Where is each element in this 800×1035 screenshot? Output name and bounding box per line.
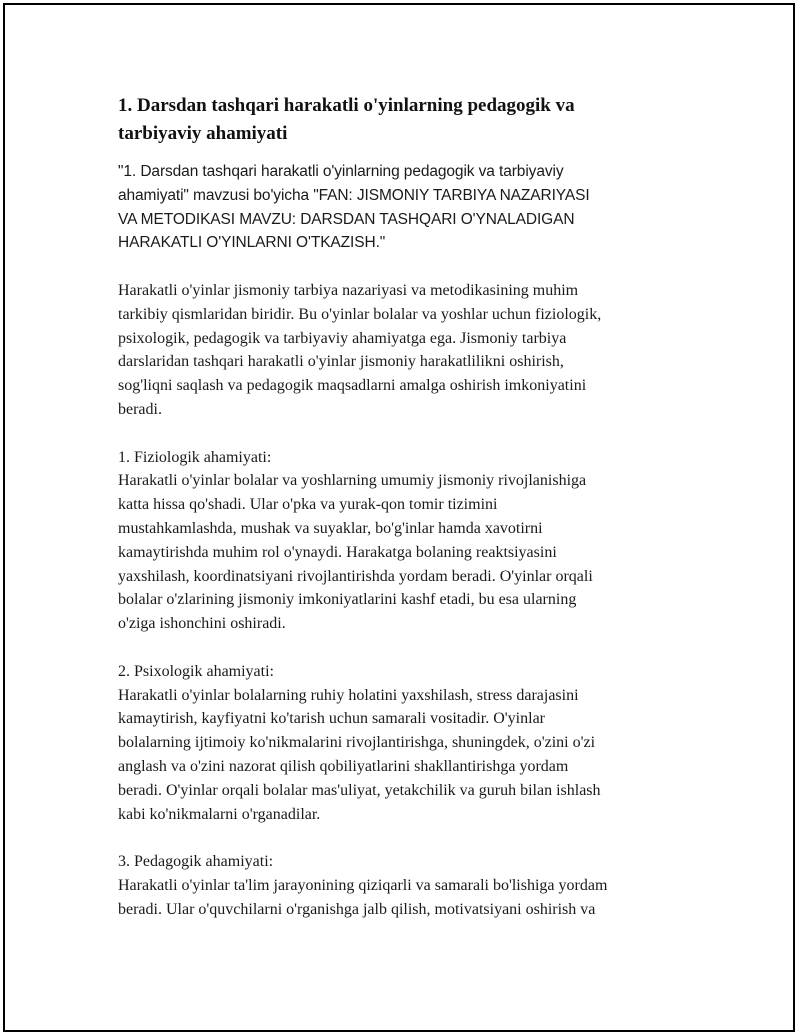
text-line: Harakatli o'yinlar ta'lim jarayonining qiziqarli va samarali bo'lishiga yordam [118, 876, 608, 894]
text-line: bolalar o'zlarining jismoniy imkoniyatlarini kashf etadi, bu esa ularning [118, 591, 577, 609]
text-line: Harakatli o'yinlar jismoniy tarbiya nazariyasi va metodikasining muhim [118, 281, 579, 299]
intro-paragraph [118, 160, 693, 255]
section-heading: 1. Fiziologik ahamiyati: [118, 448, 272, 466]
text-line: sog'liqni saqlash va pedagogik maqsadlarni amalga oshirish imkoniyatini [118, 377, 587, 395]
physiological-section [118, 446, 693, 636]
text-line: beradi. O'yinlar orqali bolalar mas'uliyat, yetakchilik va guruh bilan ishlash [118, 781, 601, 799]
text-line: HARAKATLI O'YINLARNI O'TKAZISH." [118, 234, 386, 252]
title-line: tarbiyaviy ahamiyati [118, 123, 288, 144]
text-line: Harakatli o'yinlar bolalar va yoshlarning umumiy jismoniy rivojlanishiga [118, 472, 587, 490]
text-line: yaxshilash, koordinatsiyani rivojlantirishda yordam beradi. O'yinlar orqali [118, 567, 593, 585]
text-line: kamaytirishda muhim rol o'ynaydi. Harakatga bolaning reaktsiyasini [118, 543, 557, 561]
psychological-section [118, 660, 693, 827]
text-line: beradi. Ular o'quvchilarni o'rganishga jalb qilish, motivatsiyani oshirish va [118, 900, 596, 918]
text-line: VA METODIKASI MAVZU: DARSDAN TASHQARI O'YNALADIGAN [118, 210, 575, 228]
text-line: Harakatli o'yinlar bolalarning ruhiy holatini yaxshilash, stress darajasini [118, 686, 579, 704]
text-line: "1. Darsdan tashqari harakatli o'yinlarning pedagogik va tarbiyaviy [118, 163, 564, 180]
document-title [118, 92, 693, 148]
text-line: mustahkamlashda, mushak va suyaklar, bo'g'inlar hamda xavotirni [118, 519, 543, 537]
text-line: bolalarning ijtimoiy ko'nikmalarini rivojlantirishga, shuningdek, o'zini o'zi [118, 734, 596, 752]
pedagogical-section [118, 850, 693, 921]
text-line: psixologik, pedagogik va tarbiyaviy ahamiyatga ega. Jismoniy tarbiya [118, 329, 567, 347]
text-line: beradi. [118, 400, 162, 418]
section-heading: 2. Psixologik ahamiyati: [118, 662, 274, 680]
text-line: anglash va o'zini nazorat qilish qobiliyatlarini shakllantirishga yordam [118, 757, 569, 775]
text-line: tarkibiy qismlaridan biridir. Bu o'yinlar bolalar va yoshlar uchun fiziologik, [118, 305, 602, 323]
document-body [118, 92, 693, 945]
title-line: 1. Darsdan tashqari harakatli o'yinlarning pedagogik va [118, 95, 575, 116]
text-line: kamaytirish, kayfiyatni ko'tarish uchun samarali vositadir. O'yinlar [118, 710, 545, 728]
overview-paragraph [118, 279, 693, 422]
text-line: katta hissa qo'shadi. Ular o'pka va yurak-qon tomir tizimini [118, 496, 498, 514]
text-line: darslaridan tashqari harakatli o'yinlar jismoniy harakatlilikni oshirish, [118, 353, 564, 371]
text-line: kabi ko'nikmalarni o'rganadilar. [118, 805, 321, 823]
text-line: ahamiyati" mavzusi bo'yicha "FAN: JISMONIY TARBIYA NAZARIYASI [118, 186, 590, 204]
section-heading: 3. Pedagogik ahamiyati: [118, 853, 274, 871]
text-line: o'ziga ishonchini oshiradi. [118, 615, 286, 633]
